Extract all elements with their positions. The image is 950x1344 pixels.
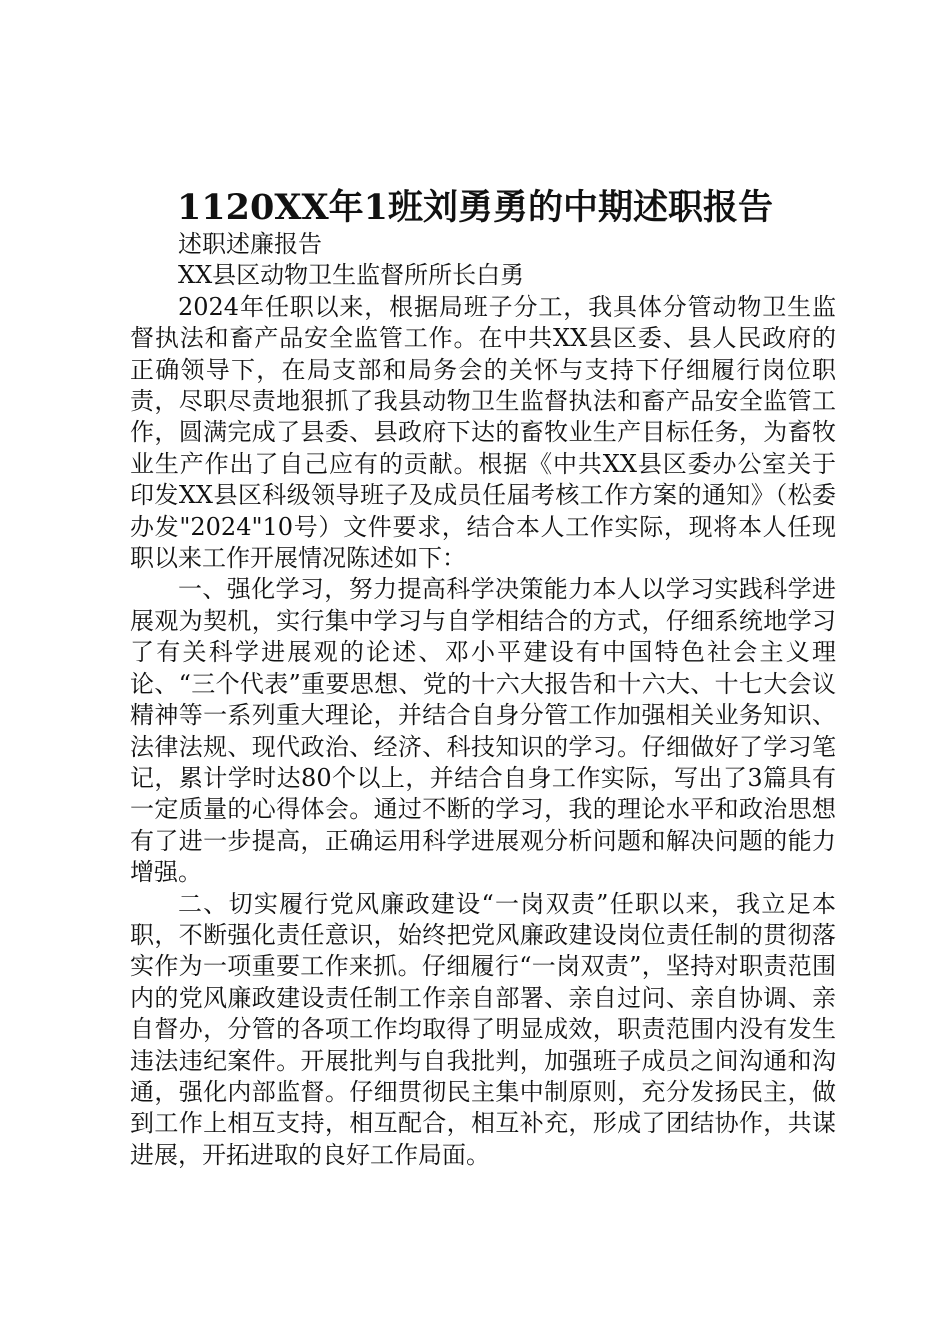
body-paragraph: 二、切实履行党风廉政建设“一岗双责”任职以来，我立足本职，不断强化责任意识，始终把党风廉政建设岗位责任制的贯彻落实作为一项重要工作来抓。仔细履行“一岗双责”，坚持对职责范围内的党风廉政建设责任制工作亲自部署、亲自过问、亲自协调、亲自督办，分管的各项工作均取得了明显成效，职责范围内没有发生违法违纪案件。开展批判与自我批判，加强班子成员之间沟通和沟通，强化内部监督。仔细贯彻民主集中制原则，充分发扬民主，做到工作上相互支持，相互配合，相互补充，形成了团结协作，共谋进展，开拓进取的良好工作局面。 xyxy=(130,889,836,1169)
body-paragraph: 一、强化学习，努力提高科学决策能力本人以学习实践科学进展观为契机，实行集中学习与自学相结合的方式，仔细系统地学习了有关科学进展观的论述、邓小平建设有中国特色社会主义理论、“三个代表”重要思想、党的十六大报告和十六大、十七大会议精神等一系列重大理论，并结合自身分管工作加强相关业务知识、法律法规、现代政治、经济、科技知识的学习。仔细做好了学习笔记，累计学时达80个以上，并结合自身工作实际，写出了3篇具有一定质量的心得体会。通过不断的学习，我的理论水平和政治思想有了进一步提高，正确运用科学进展观分析问题和解决问题的能力增强。 xyxy=(130,575,836,887)
body-paragraph: 2024年任职以来，根据局班子分工，我具体分管动物卫生监督执法和畜产品安全监管工作。在中共XX县区委、县人民政府的正确领导下，在局支部和局务会的关怀与支持下仔细履行岗位职责，尽职尽责地狠抓了我县动物卫生监督执法和畜产品安全监管工作，圆满完成了县委、县政府下达的畜牧业生产目标任务，为畜牧业生产作出了自己应有的贡献。根据《中共XX县区委办公室关于印发XX县区科级领导班子及成员任届考核工作方案的通知》（松委办发"2024"10号）文件要求，结合本人工作实际，现将本人任现职以来工作开展情况陈述如下： xyxy=(130,292,836,573)
report-author: XX县区动物卫生监督所所长白勇 xyxy=(178,261,525,290)
document-body xyxy=(130,229,836,1171)
document-title: 1120XX年1班刘勇勇的中期述职报告 xyxy=(176,187,774,228)
report-subtitle: 述职述廉报告 xyxy=(178,230,322,258)
